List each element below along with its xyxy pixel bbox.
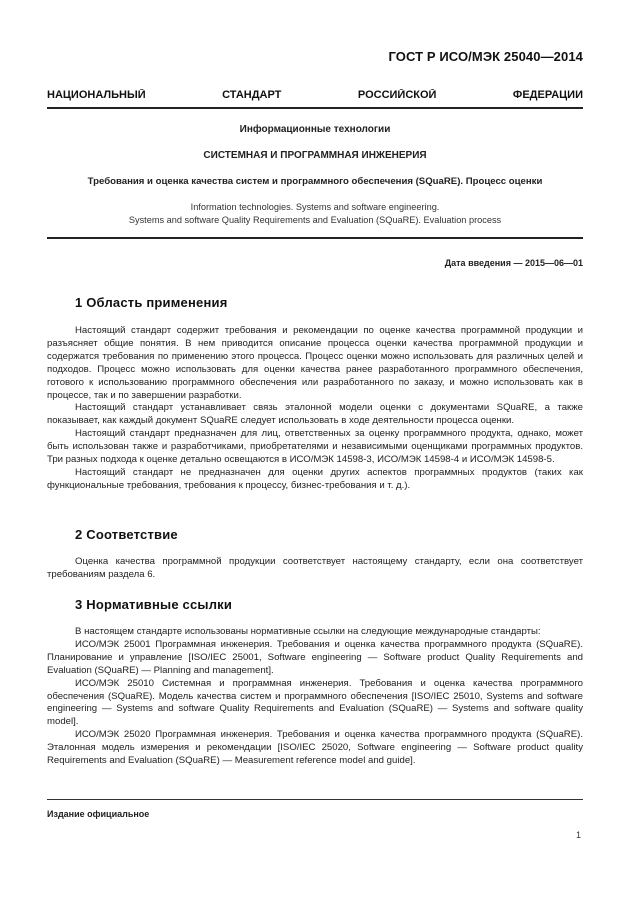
paragraph: В настоящем стандарте использованы нормативные ссылки на следующие международные стандарты: (75, 626, 541, 637)
paragraph: Настоящий стандарт устанавливает связь эталонной модели оценки с документами SQuaRE, а также показывает, как каждый документ SQuaRE следует использовать в ходе деятельности процесса оценки. (47, 402, 583, 427)
paragraph: Оценка качества программной продукции соответствует настоящему стандарту, если она соответствует требованиям раздела 6. (47, 556, 583, 580)
main-title: Требования и оценка качества систем и программного обеспечения (SQuaRE). Процесс оценки (87, 176, 543, 187)
english-title-line-2: Systems and software Quality Requirements and Evaluation (SQuaRE). Evaluation process (128, 215, 502, 225)
paragraph: Настоящий стандарт содержит требования и рекомендации по оценке качества программной продукции и разъясняет общие понятия. В нем приводится описание процесса оценки качества программной продукции и содержатся требования по применению этого процесса. Процесс оценки можно использовать для различных целей и подходов. Процесс можно использовать для оценки качества ранее разработанного программного обеспечения, готового к использованию программного обеспечения или разработанного по заказу, и можно использовать как в процессе, так и по завершении разработки. (47, 325, 583, 401)
official-edition-label: Издание официальное (47, 809, 150, 819)
section-heading: 2 Соответствие (75, 527, 178, 542)
paragraph: ИСО/МЭК 25010 Системная и программная инженерия. Требования и оценка качества программного обеспечения (SQuaRE). Модель качества систем и программного обеспечения [ISO/IEC 25010, Systems and software engineering — Systems and software Quality Requirements and Evaluation (SQuaRE) — Systems and software quality model]. (47, 677, 583, 728)
section-body (47, 325, 583, 493)
page-number: 1 (575, 830, 581, 840)
section-body (47, 626, 583, 768)
standard-code: ГОСТ Р ИСО/МЭК 25040—2014 (388, 49, 583, 64)
topic-title: Информационные технологии (239, 124, 391, 135)
section-heading: 3 Нормативные ссылки (75, 597, 233, 612)
section-heading: 1 Область применения (75, 295, 228, 310)
paragraph: ИСО/МЭК 25020 Программная инженерия. Требования и оценка качества программного продукта (SQuaRE). Эталонная модель измерения и рекомендации [ISO/IEC 25020, Software engineering — Software product quality Requirements and Evaluation (SQuaRE) — Measurement reference model and guide]. (47, 729, 583, 767)
area-title: СИСТЕМНАЯ И ПРОГРАММНАЯ ИНЖЕНЕРИЯ (203, 150, 427, 161)
national-standard-banner: НАЦИОНАЛЬНЫЙ СТАНДАРТ РОССИЙСКОЙ ФЕДЕРАЦИИ (47, 89, 583, 101)
banner-rule (47, 107, 583, 109)
english-title-line-1: Information technologies. Systems and software engineering. (190, 202, 440, 212)
paragraph: Настоящий стандарт предназначен для лиц, ответственных за оценку программного продукта, однако, может быть использован также и разработчиками, приобретателями и независимыми оценщиками программных продуктов. Три разных подхода к оценке детально освещаются в ИСО/МЭК 14598-3, ИСО/МЭК 14598-4 и ИСО/МЭК 14598-5. (47, 428, 583, 466)
effective-date: Дата введения — 2015—06—01 (444, 258, 583, 268)
paragraph: ИСО/МЭК 25001 Программная инженерия. Требования и оценка качества программного продукта (SQuaRE). Планирование и управление [ISO/IEC 25001, Software engineering — Software product Quality Requirements and Evaluation (SQuaRE) — Planning and management]. (47, 638, 583, 676)
paragraph: Настоящий стандарт не предназначен для оценки других аспектов программных продуктов (таких как функциональные требования, требования к процессу, бизнес-требования и т. д.). (47, 466, 583, 491)
title-rule (47, 237, 583, 239)
section-body (47, 556, 583, 582)
footer-rule (47, 799, 583, 800)
